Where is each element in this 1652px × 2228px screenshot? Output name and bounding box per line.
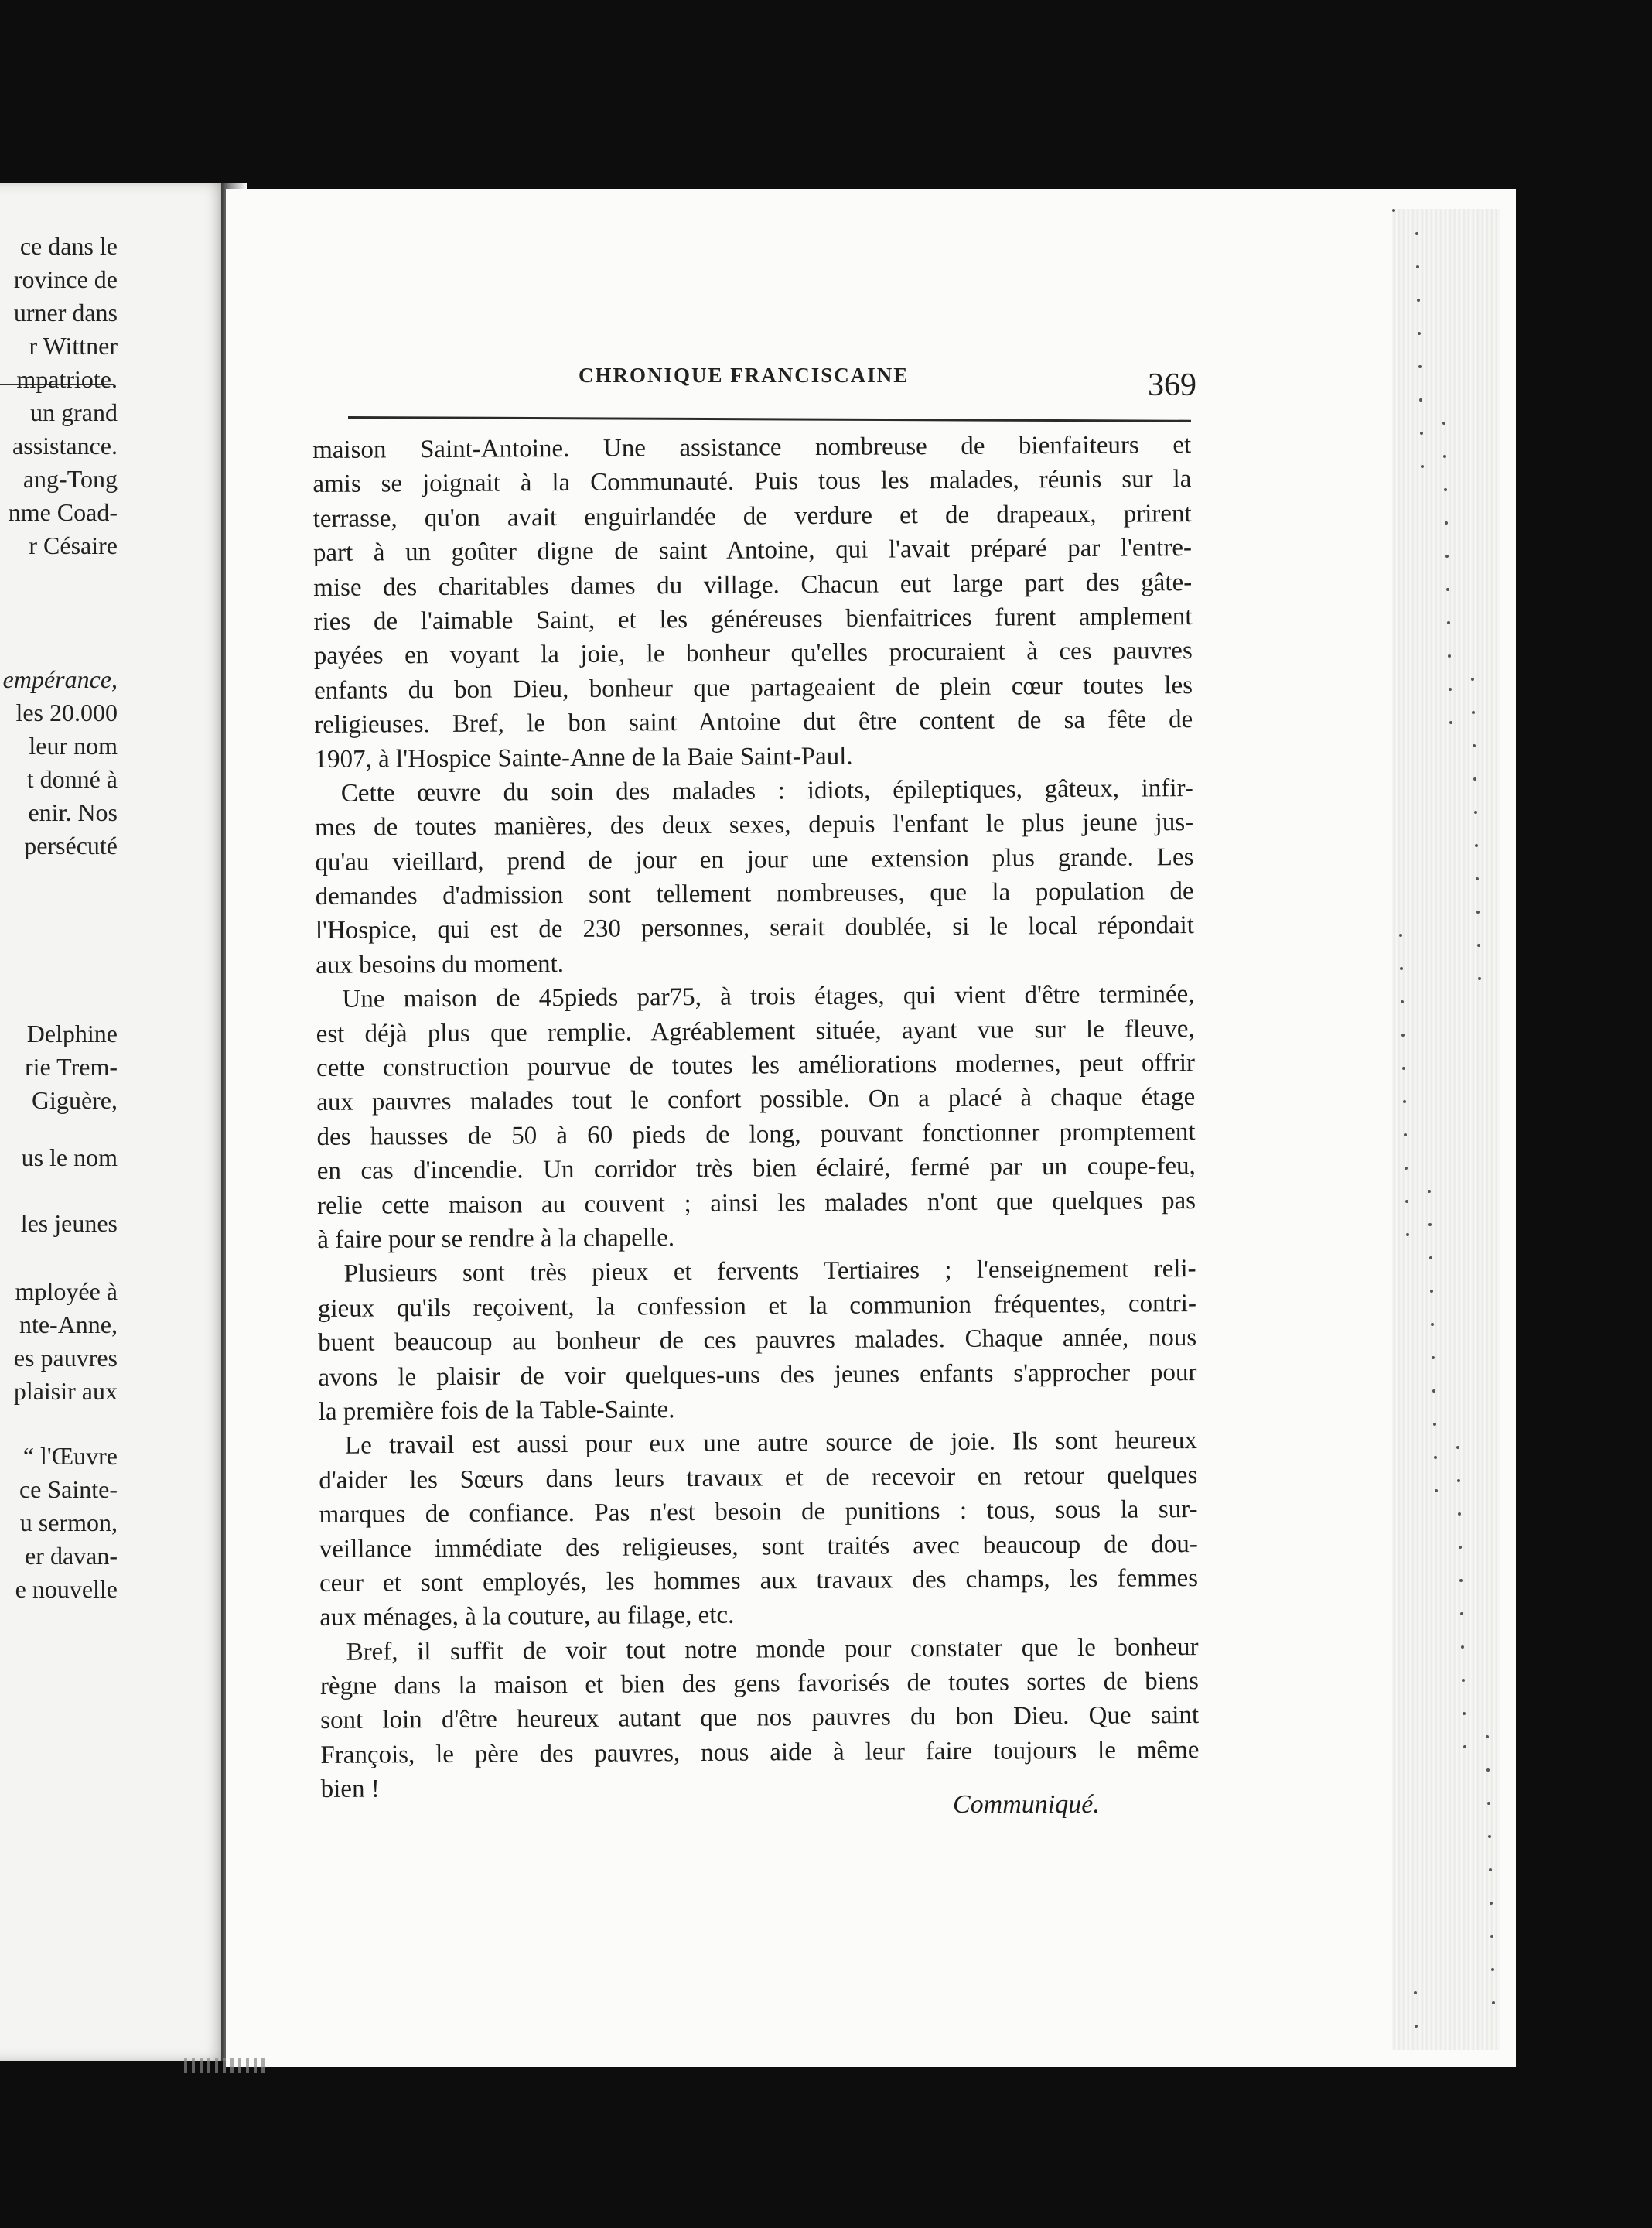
edge-speck (1445, 521, 1448, 525)
edge-speck (1435, 1489, 1438, 1492)
edge-speck (1476, 877, 1479, 880)
left-page-line: assistance. (12, 432, 118, 460)
left-page-line: nte-Anne, (19, 1310, 118, 1338)
edge-speck (1459, 1579, 1463, 1582)
body-line: mes de toutes manières, des deux sexes, depuis l'enfant le plus jeune jus- (315, 808, 1194, 842)
edge-speck (1472, 711, 1475, 714)
body-line: aux besoins du moment. (316, 949, 565, 979)
left-page-line: ang-Tong (22, 465, 118, 493)
left-page-line: “ l'Œuvre (22, 1442, 118, 1470)
edge-speck (1418, 365, 1422, 368)
binding-mark (184, 2058, 265, 2073)
body-line: bien ! (320, 1775, 380, 1804)
left-page-line: e nouvelle (15, 1575, 118, 1603)
edge-speck (1434, 1456, 1437, 1459)
left-page-line: ce Sainte- (19, 1475, 118, 1503)
body-line: terrasse, qu'on avait enguirlandée de verdure et de drapeaux, prirent (312, 499, 1192, 533)
edge-speck (1462, 1679, 1465, 1682)
body-line: Une maison de 45pieds par75, à trois étages, qui vient d'être terminée, (342, 980, 1195, 1014)
edge-speck (1463, 1745, 1466, 1748)
body-line: la première fois de la Table-Sainte. (318, 1396, 675, 1426)
left-page-line: urner dans (13, 299, 118, 326)
body-line: marques de confiance. Pas n'est besoin de punitions : tous, sous la sur- (319, 1495, 1198, 1529)
left-page-line: leur nom (29, 732, 118, 760)
edge-speck (1473, 777, 1476, 781)
body-line: à faire pour se rendre à la chapelle. (317, 1224, 675, 1254)
body-line: buent beaucoup au bonheur de ces pauvres malades. Chaque année, nous (318, 1324, 1197, 1358)
left-page-line: persécuté (24, 832, 118, 859)
running-title: CHRONIQUE FRANCISCAINE (579, 364, 910, 387)
edge-speck (1475, 844, 1478, 847)
body-line: Bref, il suffit de voir tout notre monde pour constater que le bonheur (346, 1632, 1199, 1666)
edge-speck (1487, 1802, 1490, 1805)
edge-speck (1401, 1000, 1404, 1003)
edge-speck (1443, 455, 1446, 458)
edge-speck (1456, 1446, 1459, 1449)
left-page-line: t donné à (26, 765, 118, 793)
edge-speck (1432, 1356, 1435, 1359)
body-line: religieuses. Bref, le bon saint Antoine dut être content de sa fête de (314, 706, 1193, 740)
left-page-line: empérance, (2, 665, 118, 693)
body-line: gieux qu'ils reçoivent, la confession et la communion fréquentes, contri- (317, 1289, 1197, 1323)
edge-speck (1486, 1735, 1489, 1738)
edge-speck (1490, 1935, 1493, 1938)
edge-speck (1444, 488, 1447, 491)
edge-speck (1446, 588, 1449, 591)
page-edges (1392, 209, 1500, 2050)
edge-speck (1473, 744, 1476, 747)
body-line: mise des charitables dames du village. Chacun eut large part des gâte- (313, 568, 1193, 602)
body-line: sont loin d'être heureux autant que nos pauvres du bon Dieu. Que saint (320, 1701, 1200, 1735)
body-line: François, le père des pauvres, nous aide à leur faire toujours le même (320, 1735, 1200, 1769)
body-line: part à un goûter digne de saint Antoine, qui l'avait préparé par l'entre- (312, 534, 1193, 568)
edge-speck (1486, 1768, 1490, 1772)
edge-speck (1402, 1067, 1405, 1070)
signature: Communiqué. (953, 1790, 1100, 1819)
left-page-line: r Césaire (29, 531, 118, 559)
body-line: Plusieurs sont très pieux et fervents Tertiaires ; l'enseignement reli- (343, 1255, 1196, 1289)
left-page-line: nme Coad- (8, 498, 118, 526)
body-line: ceur et sont employés, les hommes aux travaux des champs, les femmes (319, 1563, 1199, 1598)
left-page-line: es pauvres (13, 1344, 118, 1372)
body-line: demandes d'admission sont tellement nombreuses, que la population de (315, 877, 1194, 911)
edge-speck (1417, 299, 1420, 302)
edge-speck (1460, 1612, 1463, 1615)
edge-speck (1448, 654, 1451, 658)
edge-speck (1420, 432, 1423, 435)
body-line: aux pauvres malades tout le confort possible. On a placé à chaque étage (316, 1083, 1196, 1117)
body-line: règne dans la maison et bien des gens favorisés de toutes sortes de biens (319, 1667, 1199, 1701)
left-page-line: rovince de (13, 265, 118, 293)
edge-speck (1488, 1835, 1491, 1838)
body-line: Le travail est aussi pour eux une autre source de joie. Ils sont heureux (344, 1427, 1198, 1461)
left-page-line: les jeunes (20, 1209, 118, 1237)
body-line: payées en voyant la joie, le bonheur qu'elles procuraient à ces pauvres (313, 637, 1193, 671)
edge-speck (1433, 1423, 1436, 1426)
body-line: qu'au vieillard, prend de jour en jour une extension plus grande. Les (315, 842, 1194, 877)
edge-speck (1449, 688, 1452, 691)
body-line: en cas d'incendie. Un corridor très bien éclairé, fermé par un coupe-feu, (316, 1152, 1196, 1186)
left-page-line: un grand (30, 398, 118, 426)
edge-speck (1461, 1645, 1464, 1649)
body-line: est déjà plus que remplie. Agréablement située, ayant vue sur le fleuve, (316, 1014, 1195, 1048)
left-page-line: les 20.000 (15, 699, 118, 726)
edge-speck (1428, 1190, 1431, 1193)
left-page-line: us le nom (21, 1143, 118, 1171)
edge-speck (1415, 2025, 1418, 2028)
edge-speck (1404, 1133, 1407, 1136)
edge-speck (1399, 934, 1402, 937)
left-page-line: mpatriote. (16, 365, 118, 393)
edge-speck (1400, 967, 1403, 970)
edge-speck (1416, 265, 1419, 268)
edge-speck (1490, 1902, 1493, 1905)
page-number: 369 (1148, 367, 1196, 403)
edge-speck (1432, 1389, 1435, 1392)
body-line: l'Hospice, qui est de 230 personnes, serait doublée, si le local répondait (315, 911, 1195, 945)
edge-speck (1442, 422, 1446, 425)
edge-speck (1447, 621, 1450, 624)
edge-speck (1421, 465, 1424, 468)
edge-speck (1459, 1546, 1462, 1549)
left-page-line: r Wittner (29, 332, 118, 360)
left-page-line: er davan- (25, 1542, 118, 1570)
body-line: ries de l'aimable Saint, et les généreuses bienfaitrices furent amplement (313, 603, 1193, 636)
edge-speck (1405, 1167, 1408, 1170)
left-page-line: ce dans le (19, 232, 118, 260)
body-line: maison Saint-Antoine. Une assistance nombreuse de bienfaiteurs et (312, 431, 1192, 464)
edge-speck (1431, 1323, 1434, 1326)
left-page-line: mployée à (15, 1277, 118, 1305)
left-page (0, 183, 230, 2061)
left-page-line: enir. Nos (28, 798, 118, 826)
body-line: d'aider les Sœurs dans leurs travaux et de recevoir en retour quelques (319, 1461, 1198, 1495)
left-page-line: u sermon, (19, 1509, 118, 1536)
body-line: veillance immédiate des religieuses, sont traités avec beaucoup de dou- (319, 1529, 1198, 1563)
edge-speck (1471, 678, 1474, 681)
edge-speck (1406, 1233, 1409, 1236)
body-line: amis se joignait à la Communauté. Puis tous les malades, réunis sur la (312, 465, 1192, 499)
edge-speck (1449, 721, 1452, 724)
edge-speck (1489, 1868, 1492, 1871)
left-page-line: Delphine (26, 1020, 118, 1047)
body-line: enfants du bon Dieu, bonheur que partageaient de plein cœur toutes les (313, 671, 1193, 705)
edge-speck (1414, 1991, 1417, 1994)
edge-speck (1428, 1223, 1432, 1226)
body-line: Cette œuvre du soin des malades : idiots, épileptiques, gâteux, infir- (340, 774, 1193, 808)
body-text (312, 428, 1200, 1807)
left-page-line: plaisir aux (13, 1377, 118, 1405)
body-line: 1907, à l'Hospice Sainte-Anne de la Baie Saint-Paul. (314, 742, 853, 774)
edge-speck (1405, 1200, 1408, 1203)
edge-speck (1458, 1512, 1461, 1516)
edge-speck (1457, 1479, 1460, 1482)
edge-speck (1492, 2001, 1495, 2004)
edge-speck (1392, 209, 1395, 212)
edge-speck (1401, 1034, 1405, 1037)
left-page-line: rie Trem- (25, 1053, 118, 1081)
edge-speck (1430, 1290, 1433, 1293)
edge-speck (1415, 232, 1418, 235)
edge-speck (1474, 811, 1477, 814)
edge-speck (1477, 944, 1480, 947)
edge-speck (1491, 1968, 1494, 1971)
edge-speck (1418, 332, 1421, 335)
edge-speck (1476, 911, 1480, 914)
body-line: cette construction pourvue de toutes les améliorations modernes, peut offrir (316, 1049, 1196, 1083)
edge-speck (1478, 977, 1481, 980)
edge-speck (1419, 398, 1422, 402)
edge-speck (1446, 555, 1449, 558)
body-line: des hausses de 50 à 60 pieds de long, pouvant fonctionner promptement (316, 1117, 1196, 1151)
edge-speck (1429, 1256, 1432, 1259)
body-line: avons le plaisir de voir quelques-uns des jeunes enfants s'approcher pour (318, 1358, 1197, 1392)
body-line: relie cette maison au couvent ; ainsi les malades n'ont que quelques pas (316, 1186, 1196, 1220)
body-line: aux ménages, à la couture, au filage, etc. (319, 1601, 735, 1632)
edge-speck (1403, 1100, 1406, 1103)
edge-speck (1463, 1712, 1466, 1715)
left-page-line: Giguère, (31, 1086, 118, 1114)
